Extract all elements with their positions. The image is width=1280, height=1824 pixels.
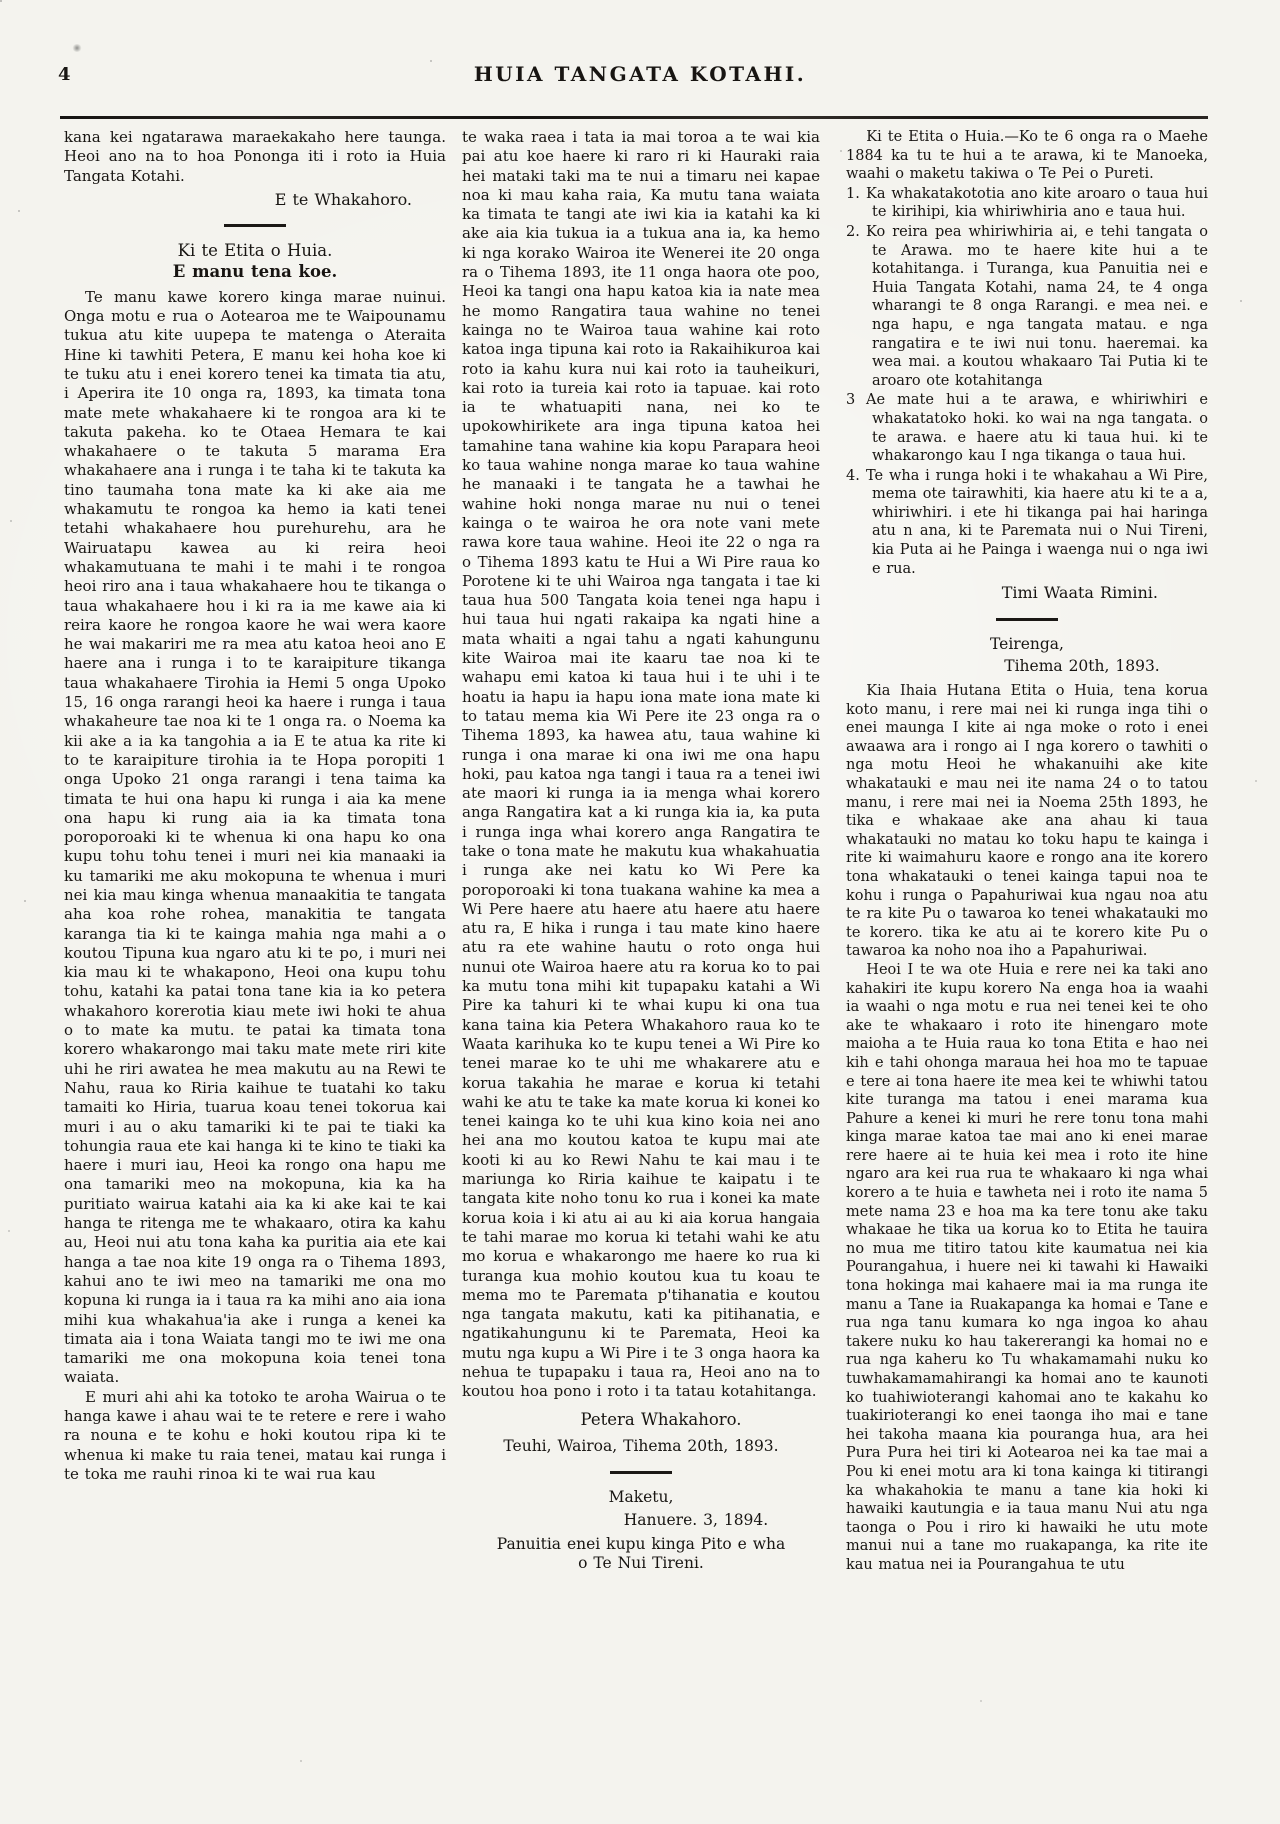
letter-salutation: E manu tena koe. [172, 262, 338, 282]
column-2 [462, 128, 820, 1748]
signature-e-te-whakahoro: E te Whakahoro. [274, 189, 412, 209]
letter-intro-paragraph: Ki te Etita o Huia.—Ko te 6 onga ra o Maehe 1884 ka tu te hui a te arawa, ki te Manoeka, waahi o maketu takiwa o Te Pei o Pureti. [846, 129, 1208, 183]
story-paragraph: Heoi I te wa ote Huia e rere nei ka taki ano kahakiri ite kupu korero Na enga hoa ia waahi ia waahi o nga motu e rua nei tenei kei te oho ake te whakaaro i roto ite hinengaro mote maioha a te Huia raua ko tona Etita e hao nei kih e tahi ohonga maraua hei hoa mo te tapuae e tere ai tona haere ite mea kei te whiwhi tatou kite turanga ma tatou i enei marama kua Pahure a kenei ki muri he rere tonu tona mahi kinga marae katoa tae mai ano ki enei marae rere haere ai te huia kei mea i roto ite hine ngaro ara kei rua rua te whakaaro ki nga whai korero a te huia e tawheta nei i roto ite nama 5 mete nama 23 e hoa ma ka tere tonu ake taku whakaae he tika ua korua ko to Etita he tauira no mua me titiro tatou kite kaumatua nei kia Pourangahua, i huere nei ki tawahi ki Hawaiki tona hokinga mai kahaere mai ia ma runga ite manu a Tane ia Ruakapanga ka homai e Tane e rua nga tanu kumara ko nga ingoa ko ahau takere nuku ko hau takererangi ka homai no e rua nga kaheru ko Tu whakamamahi nuku ko tuwhakamamahirangi ka homai ano te kaunoti ko tuahiwioterangi kahomai ano te kakahu ko tuakirioterangi ko enei taonga iho mai e tane hei takoha maana kia pouranga hua, ara hei Pura Pura hei tiri ki Aotearoa nei ka tae mai a Pou ki enei motu ara ki tona kainga ki titirangi ka whakahokia te manu a tane kia hoki ki hawaiki kautungia e ia taua manu Nui atu nga taonga o Pou i riro ki hawaiki he utu mote manui nui a tane mo ruakapanga, ka rite ite kau matua nei ia Pourangahua te utu [846, 961, 1208, 1573]
list-number: 4. [846, 467, 860, 484]
ink-smudge [72, 44, 82, 52]
section-divider [610, 1471, 672, 1474]
list-item-2 [846, 223, 1208, 390]
list-number: 2. [846, 223, 860, 240]
maketu-notice: Panuitia enei kupu kinga Pito e wha o Te Nui Tireni. [496, 1534, 786, 1573]
header-rule [60, 116, 1208, 119]
list-item-3 [846, 391, 1208, 465]
paragraph-continued: te waka raea i tata ia mai toroa a te wai kia pai atu koe haere ki raro ri ki Hauraki raia hei mataki taki ma te nui a timaru nei kapae noa ki mau kaha raia, Ka mutu tana waiata ka timata te tangi ate iwi kia ia katahi ka ki ake aia kia tukua ia a tukua ana ia, ka hemo ki nga korako Wairoa ite Wenerei ite 20 onga ra o Tihema 1893, ite 11 onga haora ote poo, Heoi ka tangi ona hapu katoa kia ia nate mea he momo Rangatira taua wahine no tenei kainga no te Wairoa taua wahine kai roto katoa inga tipuna kai roto ia Rakaihikuroa kai roto ia kahu kura nui kai roto ia tauheikuri, kai roto ia tureia kai roto ia tapuae. kai roto ia te whatuapiti nana, nei ko te upokowhirikete ara inga tipuna katoa hei tamahine tana wahine kia kopu Parapara heoi ko taua wahine nonga marae ko taua wahine he manaaki i te tangata he a tawhai he wahine hoki nonga marae nu nui o tenei kainga o te wairoa he ora note vani mete rawa kore taua wahine. Heoi ite 22 o nga ra o Tihema 1893 katu te Hui a Wi Pire raua ko Porotene ki te uhi Wairoa nga tangata i tae ki taua hua 500 Tangata koia tenei nga hapu i hui taua hui ngati rakaipa ka ngati hine a mata whaiti a ngai tahu a ngati kahungunu kite Wairoa mai ite kaaru tae noa ki te wahapu emi katoa ki taua hui i te uhi i te hoatu ia hapu ia hapu iona mate iona mate ki to tatau mema kia Wi Pere ite 23 onga ra o Tihema 1893, ka hawea atu, taua wahine ki runga i ona marae ki ona iwi me ona hapu hoki, pau katoa nga tangi i taua ra a tenei iwi ate maori ki runga ia ia menga whai korero anga Rangatira kat a ki runga kia ia, ka puta i runga inga whai korero anga Rangatira te take o tona mate he makutu kua whakahuatia i runga ake nei katu ko Wi Pere ka poroporoaki ki tona tuakana wahine ka mea a Wi Pere haere atu haere atu haere atu haere atu ra, E hika i runga i tau mate kino haere atu ra ete wahine hautu o roto onga hui nunui ote Wairoa haere atu ra korua ko to pai ka mutu tona mihi kit tupapaku katahi a Wi Pire ka tahuri ki te whai kupu ki ona tua kana taina kia Petera Whakahoro raua ko te Waata karihuka ko te kupu tenei a Wi Pire ko tenei marae ko te uhi me whakarere atu e korua takahia he marae e korua ki tetahi wahi ke atu te take ka mate korua ki konei ko tenei kainga ko te uhi kua kino koia nei ano hei ana mo koutou katoa te kupu mai ate kooti ki au ko Rewi Nahu te kai mau i te mariunga ko Riria kaihue te kaipatu i te tangata kite noho tonu ko rua i konei ka mate korua koia i ki atu ai au ki aia korua hangaia te tahi marae mo korua ki tetahi wahi ke atu mo korua e whakarongo me haere ko rua ki turanga kua mohio koutou kua tu koau te mema mo te Paremata p'tihanatia e koutou nga tangata makutu, kati ka pitihanatia, e ngatikahungunu ki te Paremata, Heoi ka mutu nga kupu a Wi Pire i te 3 onga haora ka nehua te tupapaku i taua ra, Heoi ano na to koutou hoa pono i roto i ta tatau kotahitanga. [462, 128, 820, 1401]
teirenga-place: Teirenga, [990, 634, 1064, 653]
teirenga-date: Tihema 20th, 1893. [1004, 657, 1160, 676]
scan-speckles [0, 0, 2, 2]
page-number: 4 [58, 64, 71, 85]
list-text: Te wha i runga hoki i te whakahau a Wi Pire, mema ote tairawhiti, kia haere atu ki te a a, whiriwhiri. i ete hi tikanga pai hai haringa atu n ana, ki te Paremata nui o Nui Tireni, kia Puta ai he Painga i waenga nui o nga iwi e rua. [866, 467, 1208, 577]
column-1 [64, 128, 446, 1748]
signature-petera-whakahoro: Petera Whakahoro. [580, 1409, 742, 1429]
list-text: Ae mate hui a te arawa, e whiriwhiri e whakatatoko hoki. ko wai na nga tangata. o te arawa. e haere atu ki taua hui. ki te whakarongo kau I nga tikanga o taua hui. [866, 392, 1208, 465]
signature-timi-waata-rimini: Timi Waata Rimini. [1001, 583, 1158, 603]
list-number: 1. [846, 185, 860, 202]
list-item-4 [846, 467, 1208, 579]
letter-body-paragraph: Te manu kawe korero kinga marae nuinui. Onga motu e rua o Aotearoa me te Waipounamu tukua atu kite uupepa te matenga o Ateraita Hine ki tawhiti Petera, E manu kei hoha koe ki te tuku atu i enei korero tenei ka timata tia atu, i Aperira ite 10 onga ra, 1893, ka timata tona mate mete whakahaere ki te rongoa ara ki te takuta pakeha. ko te Otaea Hemara te kai whakahaere o te takuta 5 marama Era whakahaere ana i runga i te taha ki te takuta ka tino taumaha tona mate ka ki ake aia me whakamutu te rongoa ka hemo ia kati tenei tetahi whakahaere hou purehurehu, ara he Wairuatapu kawea au ki reira heoi whakamutuana te mahi i te mahi i te rongoa heoi riro ana i taua whakahaere hou te tikanga o taua whakahaere hou i ki ra ia me kawe aia ki reira kaore he rongoa kaore he wai wera kaore he wai makariri me ra mea atu katoa heoi ano E haere ana i runga i to te karaipiture tikanga taua whakahaere Tirohia ia Hemi 5 onga Upoko 15, 16 onga rarangi heoi ka haere i runga i taua whakaheure tae noa ki te 1 onga ra. o Noema ka kii ake a ia ka tangohia a ia E te atua ka rite ki to te karaipiture tirohia ia te Hopa poropiti 1 onga Upoko 21 onga rarangi i tena taima ka timata te hui ona hapu ki runga i aia ka mene ona hapu ki rung aia ia ka timata tona poroporoaki ki te whenua ki ona hapu ko ona kupu tohu tohu tenei i muri nei kia manaaki ia ku tamariki me aku mokopuna te whenua i muri nei kia mau kinga whenua manaakitia te tangata aha koa rohe rohea, manakitia te tangata karanga tia ki te kainga mahia nga mahi a o koutou Tipuna kua ngaro atu ki te po, i muri nei kia mau ki te whakapono, Heoi ona kupu tohu tohu, katahi ka patai tona tane kia ia ko petera whakahoro korerotia kiau mete iwi hoki te ahua o to mate ka mutu. te patai ka timata tona korero whakarongo mai taku mate mete riri kite uhi he riri awatea he mea makutu au na Rewi te Nahu, raua ko Riria kaihue te tuatahi ko taku tamaiti ko Hiria, tuarua koau tenei tokorua kai muri i au o aku tamariki ki te pai te tiaki ka tohungia raua ete kai hanga ki te kino te tiaki ka haere i muri iau, Heoi ka rongo ona hapu me ona tamariki meo na mokopuna, kia ka ha puritiato wairua katahi aia ka ki ake kai te kai hanga te ritenga me te whakaaro, otira ka kahu au, Heoi nui atu tona kaha ka puritia aia ete kai hanga a tae noa kite 19 onga ra o Tihema 1893, kahui ano te iwi meo na tamariki me ona mo kopuna ki runga ia i taua ra ka mihi ano aia iona mihi kua whakahua'ia ake i runga a kenei ka timata aia i tona Waiata tangi mo te iwi me ona tamariki me ona mokopuna koia tenei tona waiata. [64, 287, 446, 1387]
section-divider [224, 224, 286, 227]
waiata-paragraph: E muri ahi ahi ka totoko te aroha Wairua o te hanga kawe i ahau wai te te retere e rere i waho ra nouna e te kohu e hoki koutou ripa ki te whenua ki make tu raia tenei, matau kai runga i te toka me rauhi rinoa ki te wai rua kau [64, 1387, 446, 1483]
list-text: Ka whakatakototia ano kite aroaro o taua hui te kirihipi, kia whiriwhiria ano e taua hui. [866, 185, 1208, 221]
maketu-date: Hanuere. 3, 1894. [623, 1511, 769, 1530]
letter-heading: Ki te Etita o Huia. [177, 241, 333, 261]
letter-paragraph: Kia Ihaia Hutana Etita o Huia, tena korua koto manu, i rere mai nei ki runga inga tihi o enei maunga I kite ai nga moke o roto i enei awaawa ara i rongo ai I nga korero o tawhiti o nga motu Heoi he whakanuihi ake kite whakatauki e mau nei ite nama 24 o to tatou manu, i rere mai nei ia Noema 25th 1893, he tika e whakaae ake ana ahau ki taua whakatauki no matau ko toku hapu te kainga i rite ki waimahuru kaore e rongo ana ite korero tona whakatauki o tenei kainga tapui noa te kohu i runga o Papahuriwai kua ngau noa atu te ra kite Pu o tawaroa ko tenei whakatauki mo te korero. tika ke atu ai te korero kite Pu o tawaroa ka noho noa iho a Papahuriwai. [846, 683, 1208, 960]
masthead-title: HUIA TANGATA KOTAHI. [473, 62, 807, 86]
paragraph-continued: kana kei ngatarawa maraekakaho here taunga. Heoi ano na to hoa Pononga iti i roto ia Huia Tangata Kotahi. [64, 128, 446, 185]
section-divider [996, 618, 1058, 621]
list-item-1 [846, 185, 1208, 222]
list-number: 3 [846, 392, 856, 409]
list-text: Ko reira pea whiriwhiria ai, e tehi tangata o te Arawa. mo te haere kite hui a te kotahitanga. i Turanga, kua Panuitia nei e Huia Tangata Kotahi, nama 24, te 4 onga wharangi te 8 onga Rarangi. e mea nei. e nga hapu, e nga tangata matau. e nga rangatira e te iwi nui tonu. haeremai. ka wea mai. a koutou whakaaro Tai Putia ki te aroaro ote kotahitanga [866, 223, 1208, 389]
column-3 [846, 128, 1208, 1778]
dateline-teuhi-wairoa: Teuhi, Wairoa, Tihema 20th, 1893. [503, 1436, 779, 1455]
maketu-place: Maketu, [608, 1488, 674, 1507]
